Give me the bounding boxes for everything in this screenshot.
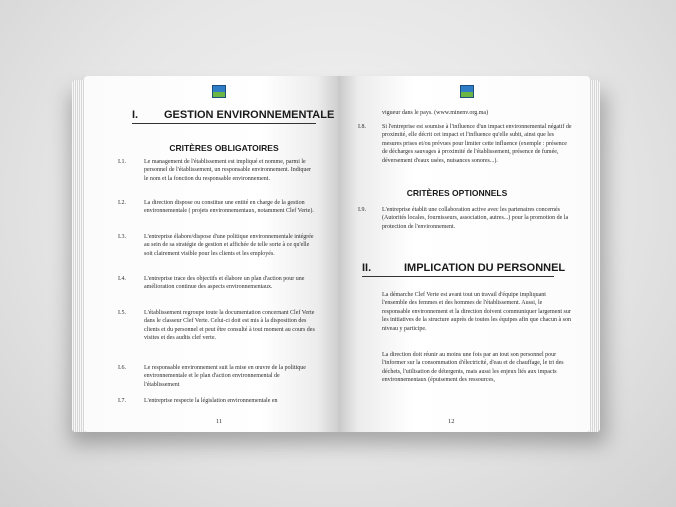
criterion-text: La direction dispose ou constitue une entité en charge de la gestion environnementale ( projets environnementaux, notamment Clef Verte). [144, 200, 314, 215]
page-number: 12 [448, 418, 455, 425]
section-number: I. [132, 109, 139, 121]
criterion-number: I.9. [358, 207, 366, 213]
criterion-text: Le responsable environnement suit la mise en œuvre de la politique environnementale et le plan d'action environnemental de l'établissement [144, 365, 306, 388]
criterion-text: L'établissement regroupe toute la documentation concernant Clef Verte dans le classeur Clef Verte. Celui-ci doit est mis à la disposition des clients et du personnel et peut être consulté à tout moment au cours des visites et des audits clef verte. [144, 310, 315, 342]
page-number: 11 [216, 418, 223, 425]
clef-verte-logo-icon [212, 85, 226, 98]
left-page [84, 76, 338, 432]
section-heading [362, 262, 566, 277]
criterion-number: I.2. [118, 200, 126, 206]
clef-verte-logo-icon [460, 85, 474, 98]
criterion-number: I.1. [118, 159, 126, 165]
continuation-text: vigueur dans le pays. (www.minenv.org.ma) [382, 110, 489, 116]
criterion-text: L'entreprise trace des objectifs et élabore un plan d'action pour une amélioration continue des aspects environnementaux. [144, 276, 305, 291]
criterion-number: I.5. [118, 310, 126, 316]
criterion-text: Le management de l'établissement est impliqué et nomme, parmi le personnel de l'établissement, un responsable environnement. Indiquer le nom et la fonction du responsable environnement. [144, 159, 312, 182]
subheading: CRITÈRES OBLIGATOIRES [169, 143, 279, 153]
section-title: GESTION ENVIRONNEMENTALE [164, 109, 335, 121]
criterion-number: I.4. [118, 276, 126, 282]
criterion-number: I.6. [118, 365, 126, 371]
criterion-number: I.8. [358, 124, 366, 130]
body-paragraph: La direction doit réunir au moins une fois par an tout son personnel pour l'informer sur la consommation d'électricité, d'eau et de chauffage, le tri des déchets, l'utilisation de détergents, mais aussi les enjeux liés aux impacts environnementaux (épuisement des ressources, [382, 352, 564, 384]
section-heading [132, 109, 335, 124]
criterion-text: Si l'entreprise est soumise à l'influence d'un impact environnemental négatif de proximité, elle décrit cet impact et l'influence qu'elle subit, ainsi que les mesures prises et/ou prévues pour limiter cette influence (exemple : présence de décharges sauvages à proximité de l'établissement, présence de fumée, déversement d'eaux usées, nuisances sonores...). [382, 124, 572, 164]
section-title: IMPLICATION DU PERSONNEL [404, 262, 566, 274]
body-paragraph: La démarche Clef Verte est avant tout un travail d'équipe impliquant l'ensemble des femmes et des hommes de l'établissement. Aussi, le responsable environnement et la direction doivent communiquer largement sur les initiatives de la structure auprès de toutes les équipes afin que chacun à son niveau y participe. [382, 292, 571, 332]
section-number: II. [362, 262, 372, 274]
right-page [338, 76, 590, 432]
subheading: CRITÈRES OPTIONNELS [406, 188, 508, 198]
criterion-number: I.3. [118, 234, 126, 240]
criterion-text: L'entreprise établit une collaboration active avec les partenaires concernés (Autorités locales, fournisseurs, association, autres...) pour la promotion de la protection de l'environnement. [382, 207, 569, 230]
criterion-text: L'entreprise respecte la législation environnementale en [144, 398, 278, 404]
criterion-text: L'entreprise élabore/dispose d'une politique environnementale intégrée au sein de sa stratégie de gestion et affichée de telle sorte à ce qu'elle soit clairement visible pour les clients et les employés. [144, 234, 314, 257]
criterion-number: I.7. [118, 398, 126, 404]
